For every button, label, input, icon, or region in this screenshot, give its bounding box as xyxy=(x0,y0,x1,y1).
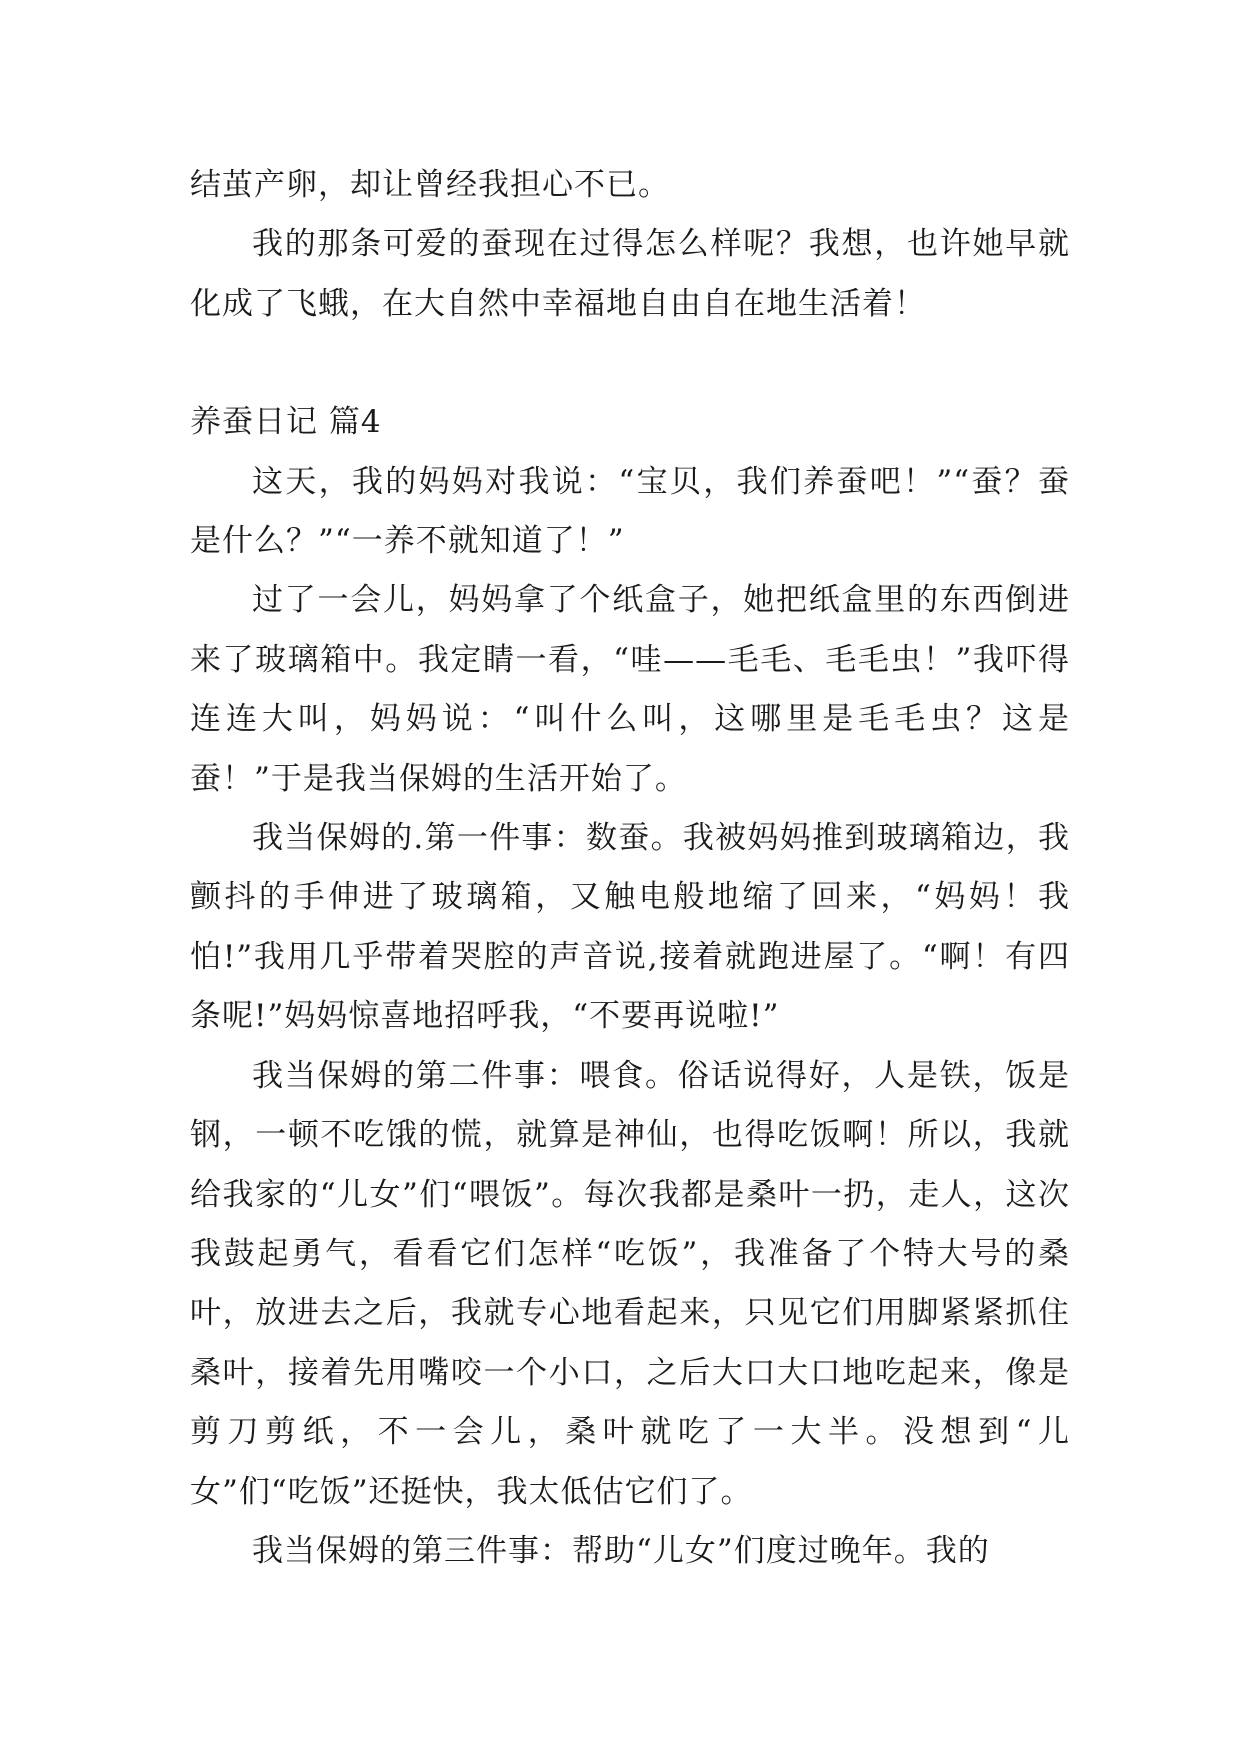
paragraph: 我的那条可爱的蚕现在过得怎么样呢？我想，也许她早就化成了飞蛾，在大自然中幸福地自由自在地生活着！ xyxy=(190,226,1070,322)
document-body xyxy=(190,156,1070,1581)
paragraph: 我当保姆的.第一件事：数蚕。我被妈妈推到玻璃箱边，我颤抖的手伸进了玻璃箱，又触电般地缩了回来，“妈妈！我怕!”我用几乎带着哭腔的声音说,接着就跑进屋了。“啊！有四条呢!”妈妈惊喜地招呼我，“不要再说啦!” xyxy=(190,820,1070,1035)
paragraph: 这天，我的妈妈对我说：“宝贝，我们养蚕吧！”“蚕？蚕是什么？”“一养不就知道了！” xyxy=(190,463,1070,560)
paragraph: 过了一会儿，妈妈拿了个纸盒子，她把纸盒里的东西倒进来了玻璃箱中。我定睛一看，“哇——毛毛、毛毛虫！”我吓得连连大叫，妈妈说：“叫什么叫，这哪里是毛毛虫？这是蚕！”于是我当保姆的生活开始了。 xyxy=(190,582,1070,797)
paragraph: 我当保姆的第三件事：帮助“儿女”们度过晚年。我的 xyxy=(252,1532,990,1569)
section-title: 养蚕日记 篇4 xyxy=(190,404,382,441)
paragraph-continued: 结茧产卵，却让曾经我担心不已。 xyxy=(190,167,670,203)
paragraph: 我当保姆的第二件事：喂食。俗话说得好，人是铁，饭是钢，一顿不吃饿的慌，就算是神仙，也得吃饭啊！所以，我就给我家的“儿女”们“喂饭”。每次我都是桑叶一扔，走人，这次我鼓起勇气，看看它们怎样“吃饭”，我准备了个特大号的桑叶，放进去之后，我就专心地看起来，只见它们用脚紧紧抓住桑叶，接着先用嘴咬一个小口，之后大口大口地吃起来，像是剪刀剪纸，不一会儿，桑叶就吃了一大半。没想到“儿女”们“吃饭”还挺快，我太低估它们了。 xyxy=(190,1057,1070,1510)
